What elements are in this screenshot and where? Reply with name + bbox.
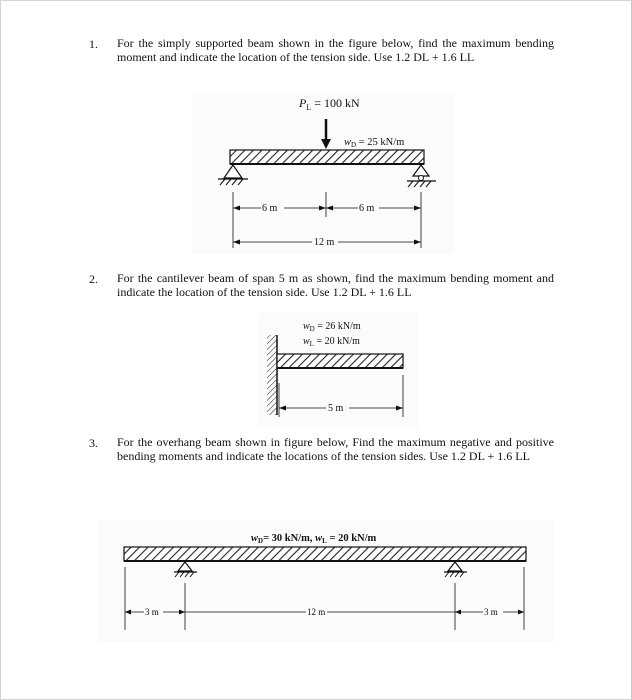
- span-left-label: 6 m: [262, 203, 278, 214]
- point-load-label: $P_L = 100$ kN: [299, 96, 360, 112]
- span-left-label-3: 3 m: [145, 607, 159, 617]
- beam-2: [277, 354, 403, 368]
- span-label-2: 5 m: [328, 403, 344, 414]
- problem-2-number: 2.: [89, 272, 98, 286]
- figure-3-overhang-beam: [98, 520, 554, 642]
- problem-1-number: 1.: [89, 37, 98, 51]
- problem-2-text: For the cantilever beam of span 5 m as shown, find the maximum bending moment and indicate the location of the tension side. Use 1.2 DL + 1.6 LL: [117, 271, 554, 299]
- dead-load-label-2: $w_D = 26$ kN/m: [303, 321, 361, 333]
- live-load-label-2: $w_L = 20$ kN/m: [303, 336, 360, 348]
- beam-1: [230, 150, 424, 164]
- problem-1-text: For the simply supported beam shown in the figure below, find the maximum bending moment and indicate the location of the tension side. Use 1.2 DL + 1.6 LL: [117, 36, 554, 64]
- left-pin-support-3: [174, 562, 197, 577]
- beam-3: [124, 547, 526, 561]
- span-right-label: 6 m: [359, 203, 375, 214]
- problem-3-text: For the overhang beam shown in figure below, Find the maximum negative and positive bending moments and indicate the locations of the tension sides. Use 1.2 DL + 1.6 LL: [117, 435, 554, 463]
- right-roller-support: [407, 165, 436, 187]
- left-pin-support: [218, 165, 248, 185]
- span-right-label-3: 3 m: [484, 607, 498, 617]
- point-load-arrow: [321, 119, 331, 149]
- right-pin-support-3: [444, 562, 467, 577]
- problem-3-number: 3.: [89, 436, 98, 450]
- span-total-label: 12 m: [314, 237, 335, 248]
- dist-load-label: wD = 25 kN/m: [344, 137, 405, 149]
- figure-2-cantilever-beam: [258, 313, 418, 428]
- figure-1-simply-supported-beam: [192, 92, 454, 254]
- fixed-wall-support: [267, 335, 277, 415]
- load-label-3: wD= 30 kN/m, wL = 20 kN/m: [251, 533, 377, 545]
- span-mid-label-3: 12 m: [307, 607, 326, 617]
